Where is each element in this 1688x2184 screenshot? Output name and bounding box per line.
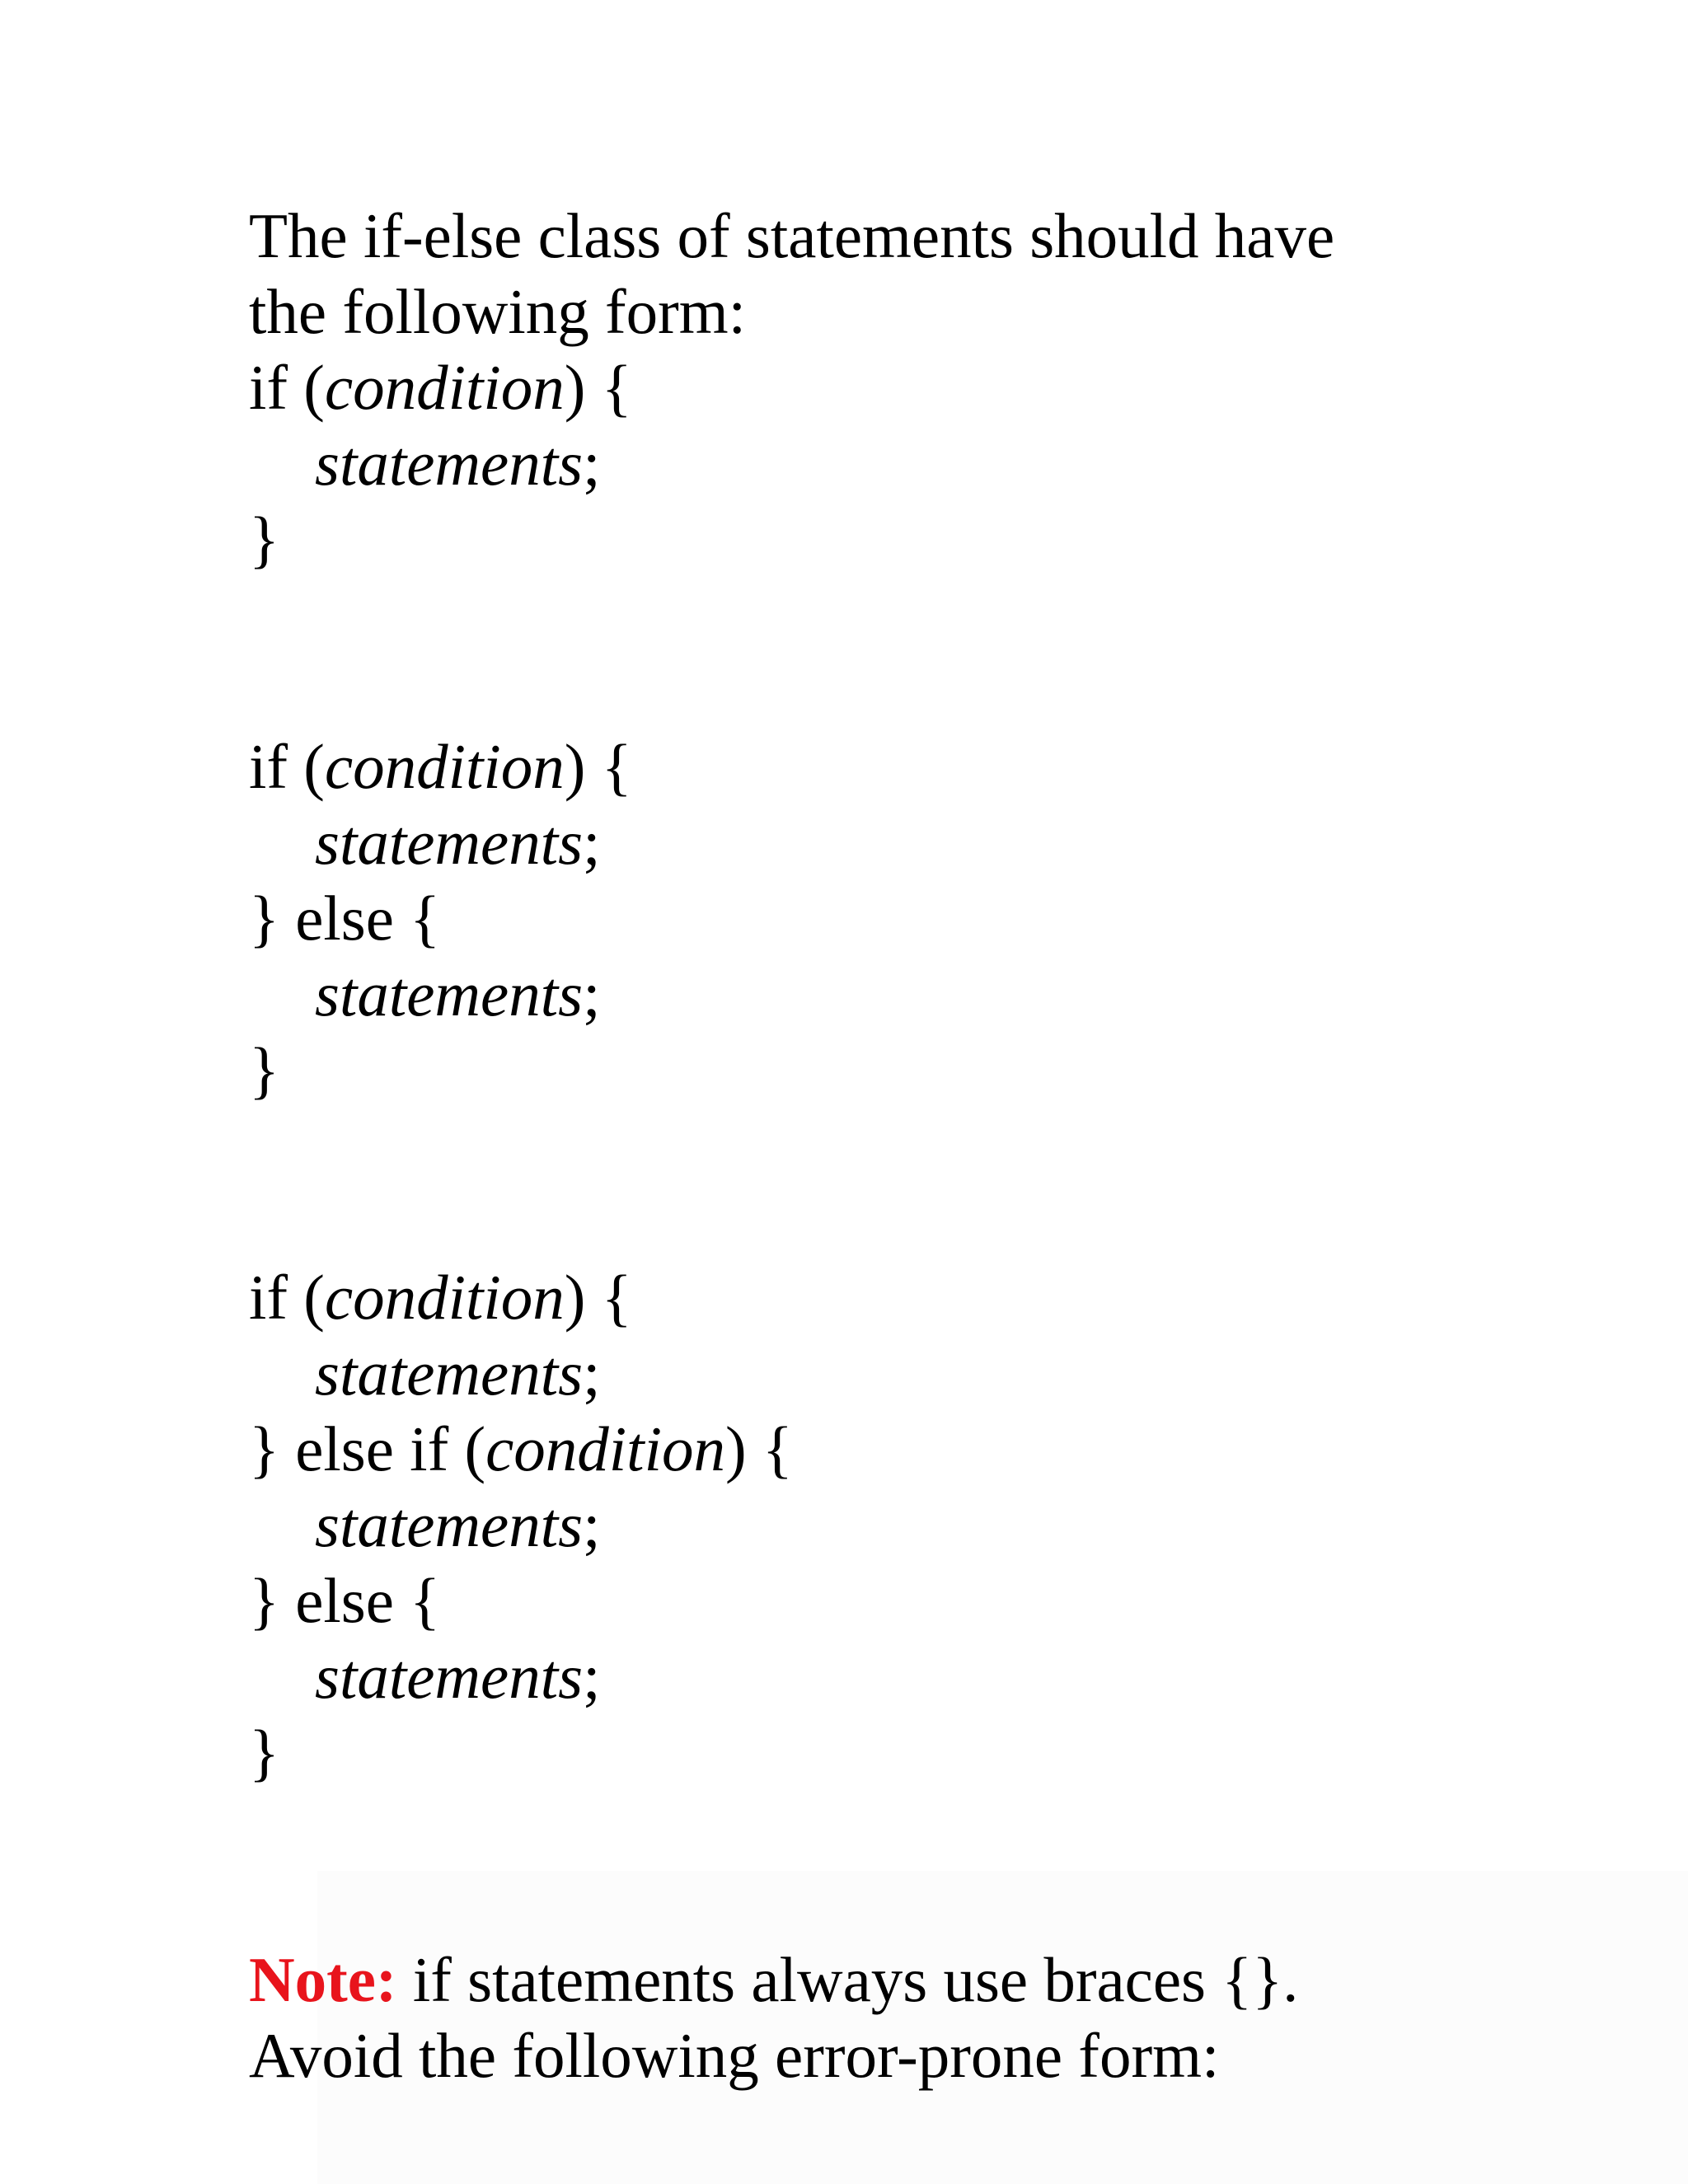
spacer: [249, 1108, 1650, 1259]
code-block-if: [249, 349, 1650, 425]
spacer: [249, 577, 1650, 729]
statements-line: [249, 425, 1650, 501]
if-open-brace: ) {: [564, 731, 632, 802]
if-keyword: if (: [249, 731, 325, 802]
spacer: [249, 1790, 1650, 1942]
condition-placeholder: condition: [485, 1413, 725, 1484]
statements-line: [249, 956, 1650, 1032]
semicolon: ;: [583, 958, 601, 1029]
statements-line: [249, 804, 1650, 880]
if-keyword: if (: [249, 352, 325, 423]
close-brace: }: [249, 1034, 279, 1105]
else-if-line: [249, 1411, 1650, 1487]
note-label: Note:: [249, 1944, 397, 2015]
close-brace: }: [249, 504, 279, 574]
code-block-if-else: [249, 729, 1650, 804]
condition-placeholder: condition: [324, 352, 565, 423]
intro-line-1: The if-else class of statements should have: [249, 200, 1335, 271]
code-block-if-else-if: [249, 1259, 1650, 1335]
else-line: } else {: [249, 883, 441, 954]
statements-line: [249, 1638, 1650, 1714]
statements-placeholder: statements: [315, 428, 584, 499]
statements-placeholder: statements: [315, 1641, 584, 1712]
semicolon: ;: [583, 1489, 601, 1560]
close-brace: }: [249, 1717, 279, 1788]
document-content: [249, 198, 1650, 2093]
statements-placeholder: statements: [315, 958, 584, 1029]
else-if-keyword: } else if (: [249, 1413, 486, 1484]
intro-line-2: the following form:: [249, 276, 747, 347]
condition-placeholder: condition: [324, 1262, 565, 1333]
statements-placeholder: statements: [315, 1489, 584, 1560]
statements-line: [249, 1335, 1650, 1411]
if-open-brace: ) {: [564, 352, 632, 423]
note-line: [249, 1942, 1650, 2018]
semicolon: ;: [583, 807, 601, 878]
if-keyword: if (: [249, 1262, 325, 1333]
statements-placeholder: statements: [315, 807, 584, 878]
else-if-open-brace: ) {: [724, 1413, 793, 1484]
note-line-2: Avoid the following error-prone form:: [249, 2020, 1220, 2091]
semicolon: ;: [583, 1338, 601, 1408]
note-text: if statements always use braces {}.: [396, 1944, 1299, 2015]
semicolon: ;: [583, 1641, 601, 1712]
if-open-brace: ) {: [564, 1262, 632, 1333]
statements-placeholder: statements: [315, 1338, 584, 1408]
semicolon: ;: [583, 428, 601, 499]
else-line: } else {: [249, 1565, 441, 1636]
condition-placeholder: condition: [324, 731, 565, 802]
statements-line: [249, 1487, 1650, 1563]
